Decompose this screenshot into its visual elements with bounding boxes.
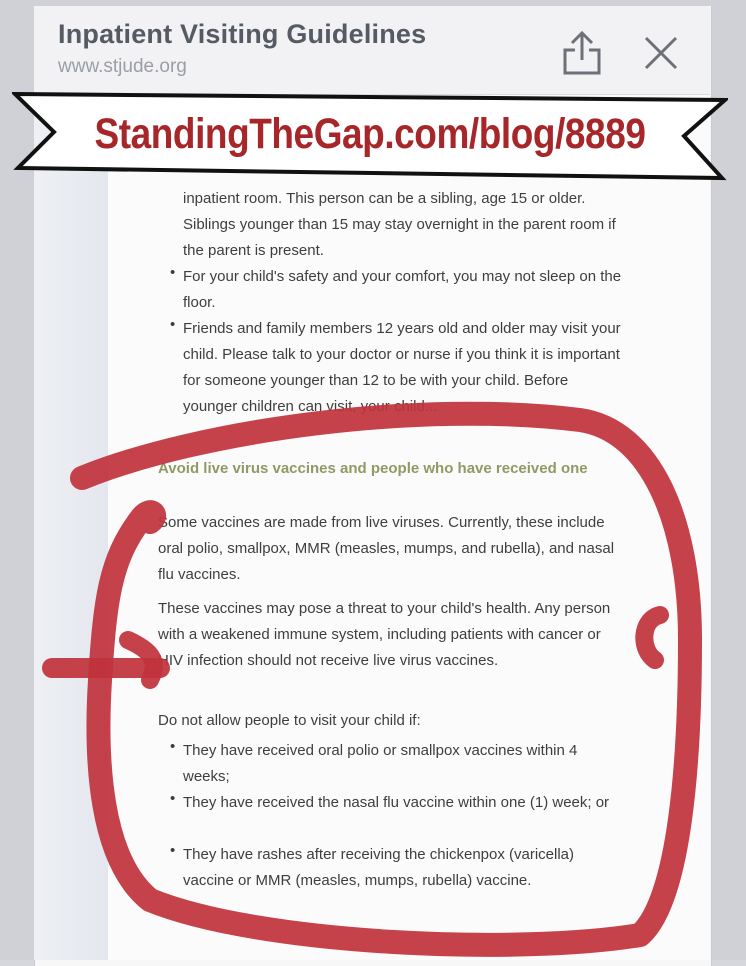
paragraph-threat: These vaccines may pose a threat to your child's health. Any person with a weakened immune system, including patients with cancer or HIV infection should not receive live virus vaccines. xyxy=(158,600,611,669)
page-url[interactable]: www.stjude.org xyxy=(58,56,187,77)
list-item-floor: For your child's safety and your comfort, you may not sleep on the floor. xyxy=(183,268,622,311)
bullet: • xyxy=(170,790,176,807)
page-title: Inpatient Visiting Guidelines xyxy=(58,19,427,49)
paragraph-live-vaccines: Some vaccines are made from live viruses. Currently, these include oral polio, smallpox, MMR (measles, mumps, and rubella), and nasal flu vaccines. xyxy=(158,514,615,583)
paragraph-do-not-allow: Do not allow people to visit your child if: xyxy=(158,712,421,729)
list-item-nasal-flu: They have received the nasal flu vaccine within one (1) week; or xyxy=(183,794,610,811)
banner-text: StandingTheGap.com/blog/8889 xyxy=(94,109,646,158)
share-icon[interactable] xyxy=(560,30,604,76)
bullet: • xyxy=(170,738,176,755)
close-icon[interactable] xyxy=(642,34,680,72)
left-gutter xyxy=(34,95,108,960)
bullet: • xyxy=(170,316,176,333)
list-item-visitors-age: Friends and family members 12 years old and older may visit your child. Please talk to your doctor or nurse if you think it is important for someone younger than 12 to be with your child. Before younger children can visit, your child... xyxy=(183,320,621,415)
watermark-banner xyxy=(12,86,728,182)
section-heading-vaccines: Avoid live virus vaccines and people who have received one xyxy=(158,460,588,477)
bullet: • xyxy=(170,842,176,859)
bullet: • xyxy=(170,264,176,281)
list-item-oral-polio: They have received oral polio or smallpox vaccines within 4 weeks; xyxy=(183,742,578,785)
paragraph-roommate: inpatient room. This person can be a sibling, age 15 or older. Siblings younger than 15 may stay overnight in the parent room if the parent is present. xyxy=(183,190,616,259)
list-item-rashes: They have rashes after receiving the chickenpox (varicella) vaccine or MMR (measles, mumps, rubella) vaccine. xyxy=(183,846,575,889)
